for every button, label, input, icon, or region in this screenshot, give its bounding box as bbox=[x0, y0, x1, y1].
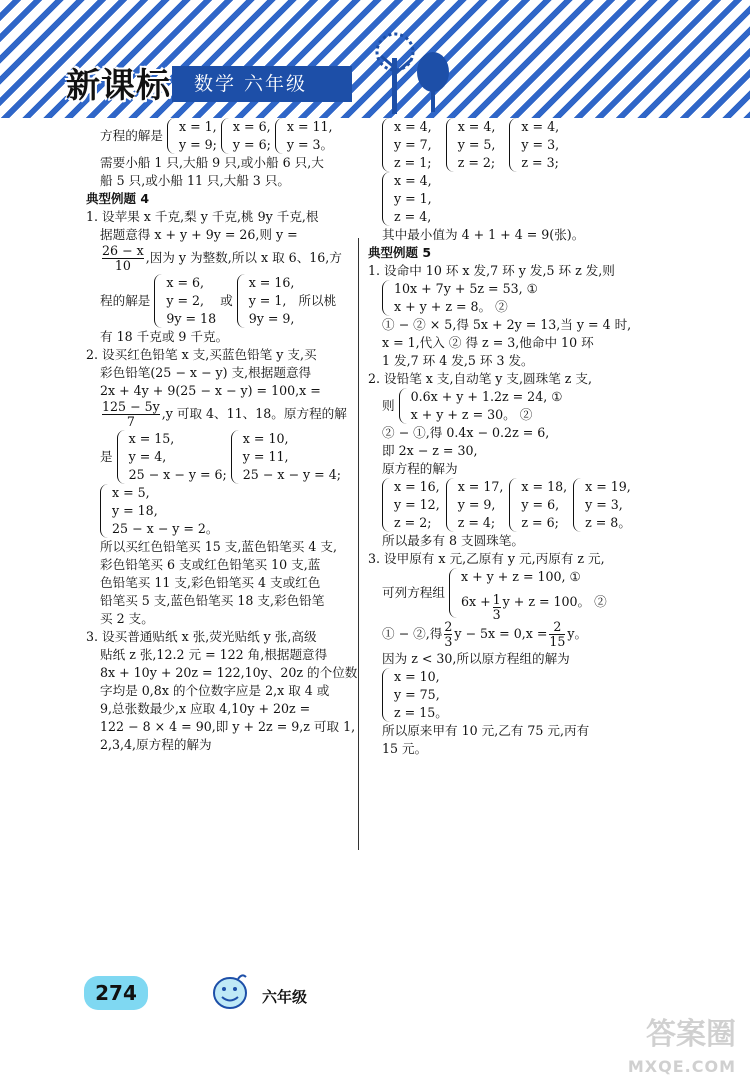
tree-icon bbox=[365, 28, 455, 114]
fraction: $\frac{1}{3}$ bbox=[492, 592, 501, 622]
text-line: 铅笔买 5 支,蓝色铅笔买 18 支,彩色铅笔 bbox=[100, 593, 325, 608]
text-line: 贴纸 z 张,12.2 元 = 122 角,根据题意得 bbox=[100, 647, 328, 662]
subject-label: 数学 六年级 bbox=[172, 66, 352, 102]
fraction: $\frac{26 - x}{10}$ bbox=[102, 243, 144, 273]
text-line: 122 − 8 × 4 = 90,即 y + 2z = 9,z 可取 1, bbox=[100, 719, 356, 734]
text-line: 所以原来甲有 10 元,乙有 75 元,丙有 bbox=[382, 723, 590, 738]
equation-system: 10x + 7y + 5z = 53, ① x + y + z = 8。 ② bbox=[382, 280, 538, 316]
equation-system: x + y + z = 100, ① 6x + $\frac{1}{3}$ y + z = 100。 ② bbox=[449, 568, 607, 618]
text-line: 所以买红色铅笔买 15 支,蓝色铅笔买 4 支, bbox=[100, 539, 337, 554]
text-line: 其中最小值为 4 + 1 + 4 = 9(张)。 bbox=[382, 227, 585, 242]
solution-row bbox=[368, 118, 638, 172]
text-line: 8x + 10y + 20z = 122,10y、20z 的个位数 bbox=[100, 665, 358, 680]
equation-system: x = 19, y = 3, z = 8。 bbox=[573, 478, 631, 532]
text-line: x = 1,代入 ② 得 z = 3,他命中 10 环 bbox=[382, 335, 594, 350]
text-line: 彩色铅笔买 6 支或红色铅笔买 10 支,蓝 bbox=[100, 557, 321, 572]
equation-system: x = 10, y = 75, z = 15。 bbox=[382, 668, 448, 722]
text-line: 1. 设苹果 x 千克,梨 y 千克,桃 9y 千克,根 bbox=[86, 209, 319, 224]
text-line: 字均是 0,8x 的个位数字应是 2,x 取 4 或 bbox=[100, 683, 330, 698]
equation-system: x = 4, y = 3, z = 3; bbox=[509, 118, 559, 172]
solution-row: 可列方程组 x + y + z = 100, ① 6x + $\frac{1}{3}$ y + z = 100。 ② bbox=[382, 569, 607, 622]
fraction: $\frac{2}{15}$ bbox=[549, 618, 566, 649]
footer-grade: 六年级 bbox=[262, 988, 308, 1006]
text-line: 买 2 支。 bbox=[100, 611, 154, 626]
text-line: 方程的解是 bbox=[100, 128, 163, 143]
page-number: 274 bbox=[84, 976, 148, 1010]
text-line: ① − ②,得 $\frac{2}{3}$ y − 5x = 0,x = $\frac{2}{15}$ y。 bbox=[382, 618, 588, 649]
text-line: 据题意得 x + y + 9y = 26,则 y = bbox=[100, 227, 298, 242]
text-line: 色铅笔买 11 支,彩色铅笔买 4 支或红色 bbox=[100, 575, 321, 590]
section-heading: 典型例题 4 bbox=[86, 191, 150, 206]
section-heading: 典型例题 5 bbox=[368, 245, 432, 260]
text-line: 即 2x − z = 30, bbox=[382, 443, 478, 458]
text-line: 所以最多有 8 支圆珠笔。 bbox=[382, 533, 524, 548]
equation-system: x = 10, y = 11, 25 − x − y = 4; bbox=[231, 430, 341, 484]
text-line: ① − ② × 5,得 5x + 2y = 13,当 y = 4 时, bbox=[382, 317, 632, 332]
equation-system: x = 16, y = 12, z = 2; bbox=[382, 478, 440, 532]
text-line: 15 元。 bbox=[382, 741, 428, 756]
text-line: 3. 设甲原有 x 元,乙原有 y 元,丙原有 z 元, bbox=[368, 551, 605, 566]
solution-row bbox=[86, 118, 354, 154]
text-line: 原方程的解为 bbox=[382, 461, 458, 476]
text-line: 因为 z < 30,所以原方程组的解为 bbox=[382, 651, 570, 666]
fraction: $\frac{2}{3}$ bbox=[444, 618, 453, 649]
watermark-site: MXQE.COM bbox=[627, 1057, 736, 1076]
column-divider bbox=[358, 238, 359, 850]
solution-row bbox=[86, 484, 354, 538]
fraction: $\frac{125 - 5y}{7}$ bbox=[102, 399, 160, 429]
equation-system: x = 6, y = 6; bbox=[221, 118, 271, 154]
equation-system: x = 11, y = 3。 bbox=[275, 118, 333, 154]
text-line: $\frac{125 - 5y}{7}$ ,y 可取 4、11、18。原方程的解 bbox=[102, 399, 347, 429]
right-column bbox=[368, 118, 638, 758]
equation-system: x = 4, y = 5, z = 2; bbox=[446, 118, 496, 172]
equation-system: x = 15, y = 4, 25 − x − y = 6; bbox=[117, 430, 227, 484]
text-line: ② − ①,得 0.4x − 0.2z = 6, bbox=[382, 425, 550, 440]
header-banner bbox=[0, 0, 750, 118]
solution-row: 是 x = 15, y = 4, 25 − x − y = 6; x = 10, y = 11, 25 − x − y = 4; bbox=[100, 431, 341, 482]
text-line: 彩色铅笔(25 − x − y) 支,根据题意得 bbox=[100, 365, 312, 380]
equation-system: x = 18, y = 6, z = 6; bbox=[509, 478, 567, 532]
text-line: 船 5 只,或小船 11 只,大船 3 只。 bbox=[100, 173, 291, 188]
text-line: 3. 设买普通贴纸 x 张,荧光贴纸 y 张,高级 bbox=[86, 629, 317, 644]
watermark-text: 答案圈 bbox=[646, 1017, 736, 1052]
equation-system: x = 17, y = 9, z = 4; bbox=[446, 478, 504, 532]
solution-row: 则 0.6x + y + 1.2z = 24, ① x + y + z = 30。 ② bbox=[382, 389, 563, 422]
solution-row bbox=[368, 172, 638, 226]
text-line: 2. 设买红色铅笔 x 支,买蓝色铅笔 y 支,买 bbox=[86, 347, 317, 362]
text-line: 1. 设命中 10 环 x 发,7 环 y 发,5 环 z 发,则 bbox=[368, 263, 615, 278]
equation-system: x = 4, y = 1, z = 4, bbox=[382, 172, 432, 226]
equation-system: 0.6x + y + 1.2z = 24, ① x + y + z = 30。 ② bbox=[399, 388, 563, 424]
brand-title: 新课标 bbox=[66, 66, 171, 106]
text-line: 需要小船 1 只,大船 9 只,或小船 6 只,大 bbox=[100, 155, 324, 170]
equation-system: x = 5, y = 18, 25 − x − y = 2。 bbox=[100, 484, 219, 538]
text-line: 2,3,4,原方程的解为 bbox=[100, 737, 212, 752]
text-line: 1 发,7 环 4 发,5 环 3 发。 bbox=[382, 353, 534, 368]
solution-row bbox=[368, 478, 638, 532]
solution-row bbox=[368, 668, 638, 722]
equation-system: x = 1, y = 9; bbox=[167, 118, 217, 154]
solution-row: 程的解是 x = 6, y = 2, 9y = 18 或 x = 16, y = 1, 9y = 9, 所以桃 bbox=[100, 275, 337, 326]
left-column bbox=[86, 118, 358, 754]
text-line: 2x + 4y + 9(25 − x − y) = 100,x = bbox=[100, 383, 321, 398]
text-line: 2. 设铅笔 x 支,自动笔 y 支,圆珠笔 z 支, bbox=[368, 371, 593, 386]
watermark bbox=[628, 1019, 736, 1083]
text-line: $\frac{26 - x}{10}$ ,因为 y 为整数,所以 x 取 6、16,方 bbox=[102, 243, 342, 273]
equation-system: x = 4, y = 7, z = 1; bbox=[382, 118, 432, 172]
answer-content bbox=[0, 118, 750, 988]
solution-row bbox=[368, 280, 638, 316]
equation-system: x = 6, y = 2, 9y = 18 bbox=[154, 274, 216, 328]
text-line: 有 18 千克或 9 千克。 bbox=[100, 329, 229, 344]
smiley-face-icon bbox=[208, 973, 252, 1013]
equation-system: x = 16, y = 1, 9y = 9, bbox=[237, 274, 295, 328]
text-line: 9,总张数最少,x 应取 4,10y + 20z = bbox=[100, 701, 311, 716]
